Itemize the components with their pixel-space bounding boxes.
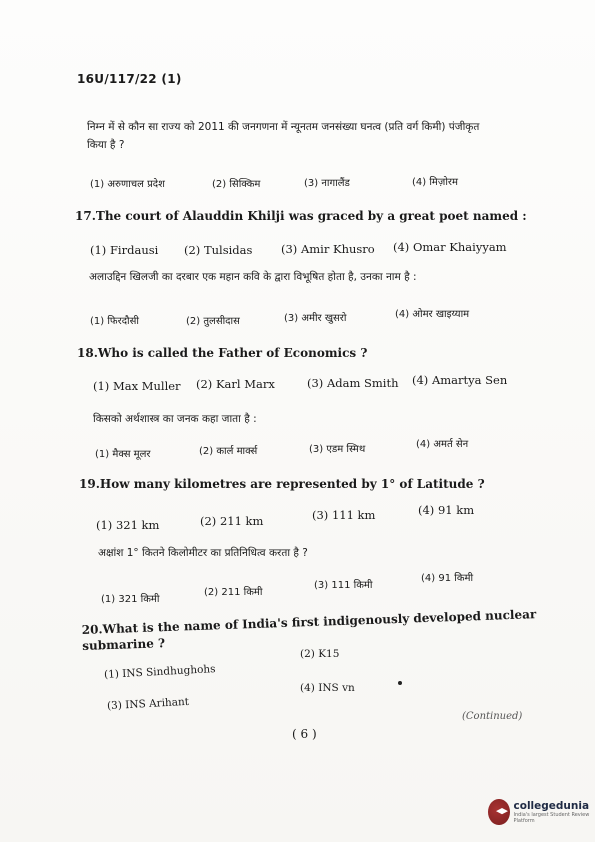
q16-hindi-line2: किया है ? (87, 139, 125, 151)
q17-option-3: (3) Amir Khusro (281, 242, 375, 256)
q16-option-2: (2) सिक्किम (212, 179, 261, 190)
q20-option-2: (2) K15 (300, 648, 340, 660)
q16-hindi-line1: निम्न में से कौन सा राज्य को 2011 की जनगणना में न्यूनतम जनसंख्या घनत्व (प्रति वर्ग किमी) पंजीकृत (87, 121, 480, 133)
q18-hindi-option-2: (2) कार्ल मार्क्स (199, 446, 258, 457)
graduation-cap-icon (488, 799, 510, 825)
q17-text: The court of Alauddin Khilji was graced by a great poet named : (95, 209, 527, 223)
q18-hindi-option-1: (1) मैक्स मूलर (95, 449, 151, 460)
q16-option-1: (1) अरुणाचल प्रदेश (90, 179, 165, 190)
q20-option-4: (4) INS vn (300, 682, 355, 694)
q19-hindi-option-1: (1) 321 किमी (101, 594, 160, 605)
q20-option-3: (3) INS Arihant (106, 695, 190, 713)
q17-question (75, 208, 527, 224)
q18-hindi-text: किसको अर्थशास्त्र का जनक कहा जाता है : (93, 413, 257, 425)
q19-hindi-option-2: (2) 211 किमी (204, 587, 263, 598)
q17-hindi-option-3: (3) अमीर खुसरो (284, 313, 347, 324)
ink-dot (398, 681, 402, 685)
q17-hindi-option-2: (2) तुलसीदास (186, 316, 240, 327)
q18-number: 18. (77, 346, 98, 360)
q18-option-3: (3) Adam Smith (307, 376, 399, 390)
q17-hindi-text: अलाउद्दिन खिलजी का दरबार एक महान कवि के द्वारा विभूषित होता है, उनका नाम है : (89, 271, 417, 283)
q17-hindi-option-4: (4) ओमर खाइय्याम (395, 309, 470, 320)
q19-option-3: (3) 111 km (312, 508, 376, 522)
q18-question (77, 345, 367, 361)
page-number: ( 6 ) (292, 727, 317, 741)
paper-code: 16U/117/22 (1) (77, 72, 182, 86)
q18-option-1: (1) Max Muller (93, 379, 181, 393)
q19-option-2: (2) 211 km (200, 514, 264, 528)
q19-hindi-option-3: (3) 111 किमी (314, 580, 373, 591)
q18-text: Who is called the Father of Economics ? (97, 346, 368, 360)
q19-hindi-option-4: (4) 91 किमी (421, 573, 474, 584)
continued-label: (Continued) (462, 711, 523, 722)
q16-option-4: (4) मिज़ोरम (412, 177, 458, 188)
logo-tagline: India's largest Student Review Platform (513, 812, 590, 824)
q18-hindi-option-3: (3) एडम स्मिथ (309, 444, 366, 455)
q19-number: 19. (79, 477, 100, 491)
q19-option-4: (4) 91 km (418, 503, 475, 517)
q20-question (81, 604, 595, 654)
q20-number: 20. (81, 622, 103, 638)
q20-option-1: (1) INS Sindhughohs (103, 663, 216, 681)
q18-option-4: (4) Amartya Sen (412, 373, 508, 387)
q19-question (79, 476, 485, 492)
q20-text: What is the name of India's first indigenously developed nuclear submarine ? (82, 607, 537, 653)
q17-option-4: (4) Omar Khaiyyam (393, 240, 507, 254)
q19-option-1: (1) 321 km (96, 518, 160, 532)
q19-hindi-text: अक्षांश 1° कितने किलोमीटर का प्रतिनिधित्व करता है ? (98, 547, 308, 559)
q17-hindi-option-1: (1) फिरदौसी (90, 316, 139, 327)
q17-option-2: (2) Tulsidas (184, 243, 253, 257)
q19-text: How many kilometres are represented by 1° of Latitude ? (99, 477, 485, 491)
logo-name: collegedunia (513, 800, 590, 812)
q18-hindi-option-4: (4) अमर्त सेन (416, 439, 469, 450)
q17-option-1: (1) Firdausi (90, 243, 159, 257)
q16-option-3: (3) नागालैंड (304, 178, 350, 189)
q17-number: 17. (75, 209, 96, 223)
collegedunia-logo (488, 799, 595, 825)
q18-option-2: (2) Karl Marx (196, 377, 275, 391)
